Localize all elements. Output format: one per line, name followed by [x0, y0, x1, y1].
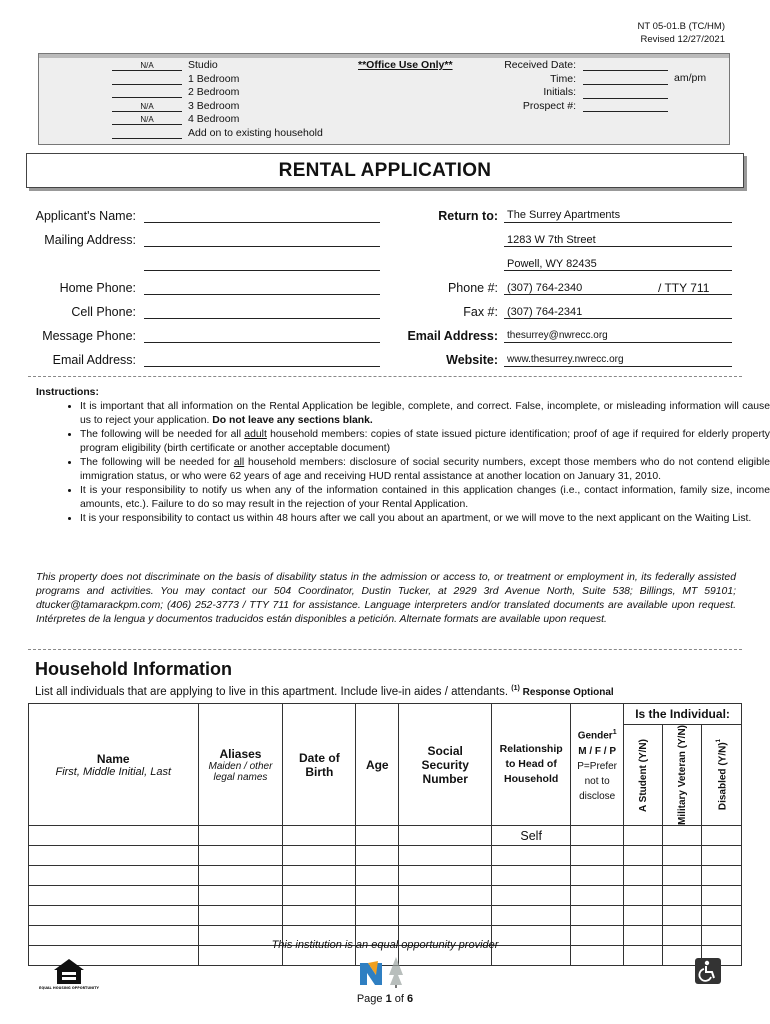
unit-label: Add on to existing household [188, 126, 323, 139]
aliases-cell[interactable] [198, 906, 283, 926]
table-row [29, 866, 742, 886]
instructions-list [46, 400, 770, 526]
instruction-item [80, 484, 770, 512]
age-cell[interactable] [356, 866, 399, 886]
col-gender-sub: P=Prefer not to disclose [577, 760, 618, 802]
disabled-cell[interactable] [701, 886, 741, 906]
dob-cell[interactable] [283, 826, 356, 846]
unit-label: 3 Bedroom [188, 99, 240, 112]
received-date-label: Received Date: [504, 59, 576, 71]
home-phone-field[interactable] [144, 294, 380, 295]
received-date-field[interactable] [583, 70, 668, 71]
note-marker: (1) [511, 685, 520, 692]
relationship-cell[interactable] [492, 846, 571, 866]
col-veteran-header [663, 725, 702, 826]
table-row [29, 906, 742, 926]
household-heading: Household Information [35, 659, 232, 679]
unit-value: N/A [140, 61, 154, 70]
table-row [29, 826, 742, 846]
table-row [29, 886, 742, 906]
disabled-cell[interactable] [701, 826, 741, 846]
age-cell[interactable] [356, 846, 399, 866]
instruction-item [80, 400, 770, 428]
age-cell[interactable] [356, 906, 399, 926]
initials-label: Initials: [543, 86, 576, 98]
time-label: Time: [550, 72, 576, 85]
col-student-header [624, 725, 663, 826]
ssn-cell[interactable] [399, 846, 492, 866]
col-relationship-header: Relationship to Head of Household [492, 704, 571, 826]
gender-cell[interactable] [571, 826, 624, 846]
divider [28, 376, 742, 377]
initials-field[interactable] [583, 98, 668, 99]
equal-housing-logo [39, 957, 99, 991]
website-line [504, 366, 732, 367]
col-veteran-label: Military Veteran (Y/N) [676, 725, 688, 826]
ssn-cell[interactable] [399, 826, 492, 846]
gender-cell[interactable] [571, 886, 624, 906]
equal-housing-icon [39, 957, 99, 991]
student-cell[interactable] [624, 866, 663, 886]
unit-value: N/A [140, 115, 154, 124]
title-box [26, 153, 744, 188]
unit-row-3br [110, 99, 350, 113]
aliases-cell[interactable] [198, 866, 283, 886]
page-of: of [391, 993, 408, 1005]
equal-housing-text: EQUAL HOUSING OPPORTUNITY [39, 986, 99, 990]
col-gender-header [571, 704, 624, 826]
instruction-text: It is your responsibility to contact us within 48 hours after we call you about an apartment, or we will move to the next applicant on the Waiting List. [80, 513, 752, 524]
website-value: www.thesurrey.nwrecc.org [507, 354, 624, 365]
unit-row-1br [110, 72, 350, 86]
fax-value: (307) 764-2341 [507, 306, 583, 318]
household-table [28, 703, 742, 966]
unit-row-studio [110, 58, 350, 72]
unit-size-list [110, 58, 350, 139]
col-ssn-header: Social Security Number [399, 704, 492, 826]
revised-date: Revised 12/27/2021 [640, 34, 725, 45]
instruction-item [80, 456, 770, 484]
household-instruction: List all individuals that are applying to live in this apartment. Include live-in aides / attendants. [35, 685, 509, 698]
age-cell[interactable] [356, 886, 399, 906]
office-email-value: thesurrey@nwrecc.org [507, 330, 608, 341]
page-current: 1 [385, 993, 392, 1005]
col-aliases-header [198, 704, 283, 826]
name-cell[interactable] [29, 866, 199, 886]
name-cell[interactable] [29, 906, 199, 926]
page-title: RENTAL APPLICATION [278, 160, 492, 181]
instruction-text: It is your responsibility to notify us when any of the information contained in this application changes (i.e., contact information, family size, income amounts, etc.). Failure to do so may result in the rejection of your Rental Application. [80, 485, 770, 510]
disabled-cell[interactable] [701, 866, 741, 886]
gender-cell[interactable] [571, 846, 624, 866]
veteran-cell[interactable] [663, 886, 702, 906]
cell-phone-label: Cell Phone: [71, 305, 136, 319]
mailing-address-field-2[interactable] [144, 270, 380, 271]
relationship-cell[interactable] [492, 866, 571, 886]
form-id [610, 20, 725, 46]
prospect-field[interactable] [583, 111, 668, 112]
disabled-cell[interactable] [701, 846, 741, 866]
applicant-name-field[interactable] [144, 222, 380, 223]
unit-label: 4 Bedroom [188, 113, 240, 125]
email-address-field[interactable] [144, 366, 380, 367]
student-cell[interactable] [624, 906, 663, 926]
email-line [504, 342, 732, 343]
unit-row-2br [110, 85, 350, 99]
aliases-cell[interactable] [198, 826, 283, 846]
fax-label: Fax #: [463, 305, 498, 319]
relationship-cell: Self [492, 826, 571, 846]
message-phone-field[interactable] [144, 342, 380, 343]
col-disabled-header [701, 725, 741, 826]
col-disabled-label: Disabled (Y/N) [717, 742, 729, 811]
aliases-cell[interactable] [198, 886, 283, 906]
dob-cell[interactable] [283, 846, 356, 866]
response-optional: Response Optional [519, 686, 614, 698]
relationship-cell[interactable] [492, 886, 571, 906]
col-student-label: A Student (Y/N) [637, 738, 649, 812]
page-number [0, 993, 770, 1005]
disabled-note-marker: 1 [716, 739, 723, 743]
table-row [29, 846, 742, 866]
name-cell[interactable] [29, 886, 199, 906]
equal-opportunity-statement: This institution is an equal opportunity provider [271, 939, 499, 951]
return-address-1: 1283 W 7th Street [507, 234, 596, 246]
form-number: NT 05-01.B (TC/HM) [637, 21, 725, 32]
office-fields-labels [480, 59, 576, 113]
prospect-label: Prospect #: [522, 99, 576, 112]
relationship-cell[interactable] [492, 906, 571, 926]
disabled-cell[interactable] [701, 906, 741, 926]
applicant-name-label: Applicant's Name: [35, 209, 136, 223]
instruction-underline: all [233, 457, 245, 468]
unit-label: 2 Bedroom [188, 86, 240, 98]
phone-value: (307) 764-2340 [507, 282, 583, 294]
return-address-2: Powell, WY 82435 [507, 258, 597, 270]
unit-row-addon [110, 126, 350, 140]
col-aliases-sub: Maiden / other legal names [208, 760, 273, 783]
student-cell[interactable] [624, 846, 663, 866]
address2-line [504, 270, 732, 271]
ssn-cell[interactable] [399, 906, 492, 926]
veteran-cell[interactable] [663, 866, 702, 886]
veteran-cell[interactable] [663, 826, 702, 846]
instructions-heading: Instructions: [36, 387, 99, 398]
is-individual-header: Is the Individual: [624, 704, 742, 725]
instruction-text: household members: copies of state issued picture identification; proof of age if required for elderly property program eligibility (birth certificate or another acceptable document) [80, 429, 770, 454]
unit-value: N/A [140, 101, 154, 111]
nondiscrimination-statement: This property does not discriminate on the basis of disability status in the admission or access to, or treatment or employment in, its federally assisted programs and activities. You may contact our 504 Coordinator, Dustin Tucker, at 2929 3rd Avenue North, Suite 538; Billings, MT 59101; dtucker@tamarackpm.com; (406) 252-3773 / TTY 711 for assistance. Language interpreters and/or translated documents are available upon request. Intérpretes de la lengua y documentos traducidos están disponibles a petición. Alternate formats are available upon request. [36, 572, 736, 625]
divider [28, 649, 742, 650]
website-label: Website: [446, 353, 498, 367]
unit-label: 1 Bedroom [188, 72, 240, 85]
page-prefix: Page [356, 993, 386, 1005]
instruction-underline: adult [244, 429, 267, 440]
col-gender-options: M / F / P [578, 745, 617, 757]
email-address-label: Email Address: [52, 353, 136, 367]
student-cell[interactable] [624, 886, 663, 906]
accessibility-icon [695, 958, 721, 984]
return-to-value: The Surrey Apartments [507, 209, 621, 221]
office-email-label: Email Address: [407, 329, 498, 343]
instruction-text: The following will be needed for [80, 457, 234, 468]
cell-phone-field[interactable] [144, 318, 380, 319]
address1-line [504, 246, 732, 247]
dob-cell[interactable] [283, 906, 356, 926]
time-field[interactable] [583, 84, 668, 85]
col-name-sub: First, Middle Initial, Last [55, 765, 172, 778]
return-to-line [504, 222, 732, 223]
student-cell[interactable] [624, 826, 663, 846]
instruction-item [80, 428, 770, 456]
col-aliases-label: Aliases [219, 746, 262, 761]
logo-icon [356, 955, 414, 989]
dob-cell[interactable] [283, 866, 356, 886]
ssn-cell[interactable] [399, 866, 492, 886]
unit-row-4br [110, 112, 350, 126]
gender-cell[interactable] [571, 906, 624, 926]
wheelchair-icon [695, 958, 721, 984]
veteran-cell[interactable] [663, 846, 702, 866]
instruction-text: household members: disclosure of social security numbers, except those members who do not contend eligible immigration status, or who were 62 years of age and receiving HUD rental assistance at another location on January 31, 2010. [80, 457, 770, 482]
mailing-address-field[interactable] [144, 246, 380, 247]
instruction-emphasis: Do not leave any sections blank. [212, 415, 373, 426]
gender-note-marker: 1 [612, 729, 617, 737]
company-logo [356, 955, 414, 989]
instruction-item [80, 512, 770, 526]
veteran-cell[interactable] [663, 906, 702, 926]
col-dob-header: Date of Birth [283, 704, 356, 826]
col-age-header: Age [356, 704, 399, 826]
age-cell[interactable] [356, 826, 399, 846]
page-total: 6 [407, 993, 414, 1005]
col-name-header [29, 704, 199, 826]
name-cell[interactable] [29, 826, 199, 846]
unit-label: Studio [188, 59, 218, 71]
household-subtext [35, 685, 614, 698]
dob-cell[interactable] [283, 886, 356, 906]
instruction-text: It is important that all information on the Rental Application be legible, complete, and correct. False, incomplete, or misleading information will cause us to reject your application. [80, 401, 770, 426]
ssn-cell[interactable] [399, 886, 492, 906]
ampm-label: am/pm [674, 72, 707, 84]
col-name-label: Name [96, 751, 130, 766]
mailing-address-label: Mailing Address: [44, 233, 136, 247]
phone-label: Phone #: [447, 281, 498, 295]
instruction-text: The following will be needed for all [80, 429, 245, 440]
aliases-cell[interactable] [198, 846, 283, 866]
gender-cell[interactable] [571, 866, 624, 886]
message-phone-label: Message Phone: [42, 329, 136, 343]
col-gender-label: Gender [577, 730, 613, 742]
fax-line [504, 318, 732, 319]
office-use-label: **Office Use Only** [358, 59, 453, 71]
return-to-label: Return to: [438, 209, 498, 223]
name-cell[interactable] [29, 846, 199, 866]
tty-value: / TTY 711 [658, 281, 710, 295]
home-phone-label: Home Phone: [59, 281, 136, 295]
